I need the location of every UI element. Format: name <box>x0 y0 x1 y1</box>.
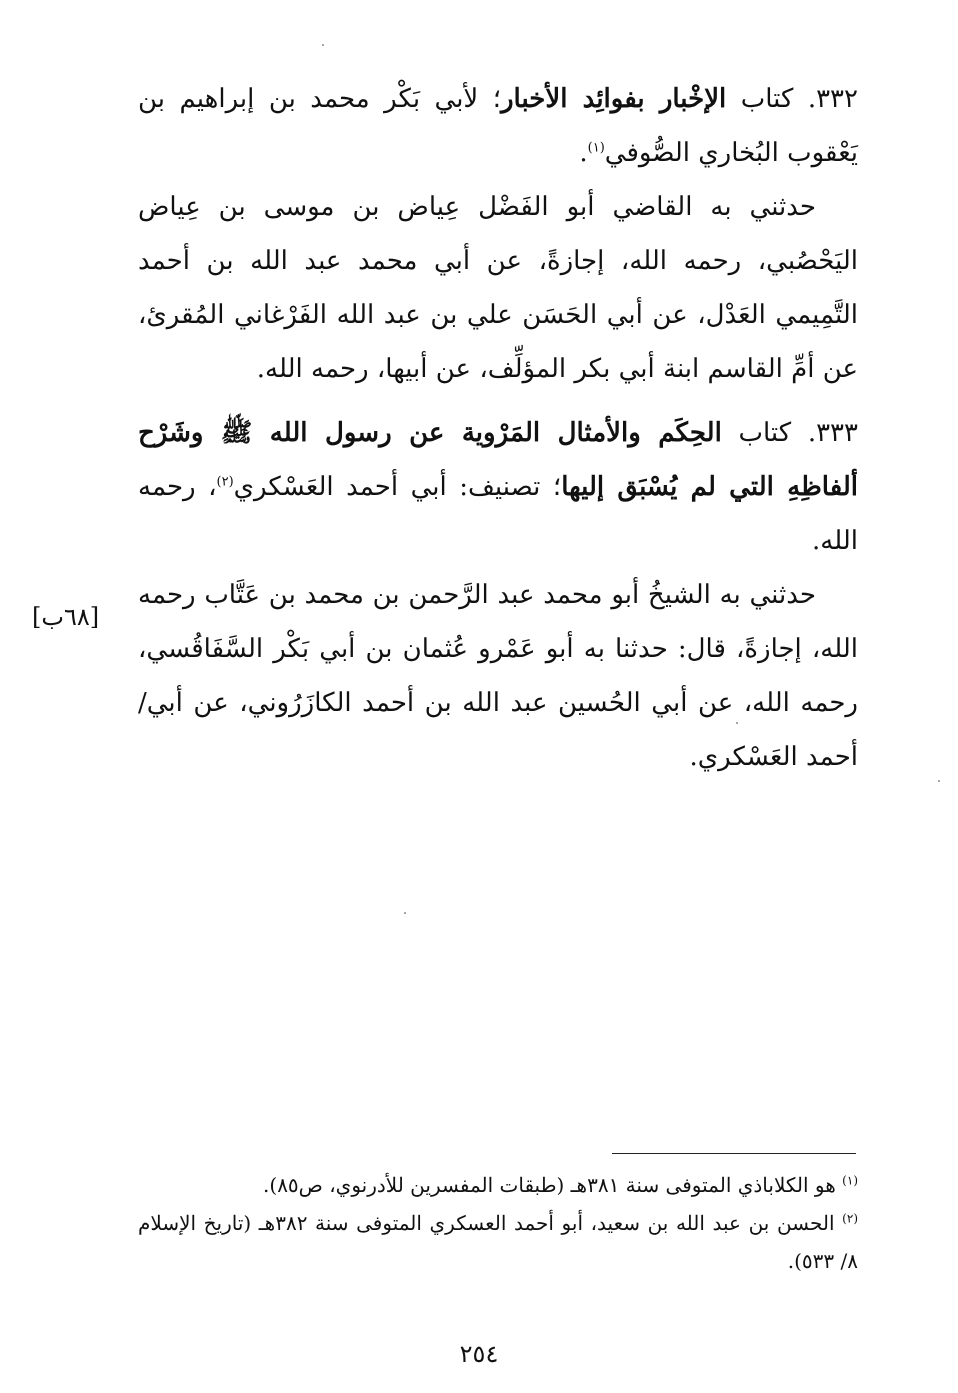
entry-number: ٣٣٣. <box>807 418 858 448</box>
entry-author: ؛ لأبي بَكْر محمد بن إبراهيم بن يَعْقوب البُخاري الصُّوفي <box>138 84 858 168</box>
manuscript-folio-marker: [٦٨ب] <box>32 603 100 631</box>
main-text-block <box>138 72 858 784</box>
entry-author: ؛ تصنيف: أبي أحمد العَسْكري <box>233 472 562 502</box>
entry-title-prefix: كتاب <box>721 418 808 448</box>
entry-333-chain: حدثني به الشيخُ أبو محمد عبد الرَّحمن بن محمد بن عَتَّاب رحمه الله، إجازةً، قال: حدثنا به أبو عَمْرو عُثمان بن أبي بَكْر السَّفَاقُسي، رحمه الله، عن أبي الحُسين عبد الله بن أحمد الكازَرُوني، عن أبي/ أحمد العَسْكري. <box>138 580 858 772</box>
scan-speck <box>736 722 738 724</box>
page-number: ٢٥٤ <box>459 1340 499 1368</box>
entry-332-heading <box>138 72 858 180</box>
scan-speck <box>938 780 940 782</box>
entry-title: الحِكَم والأمثال المَرْوية عن رسول الله ﷺ وشَرْح ألفاظِهِ التي لم يُسْبَق إليها <box>138 418 858 502</box>
entry-number: ٣٣٢. <box>807 84 858 114</box>
footnote-reference[interactable]: (١) <box>587 140 605 156</box>
entry-332 <box>138 72 858 396</box>
entry-title-prefix: كتاب <box>726 84 808 114</box>
entry-spacer <box>138 396 858 406</box>
footnote-1 <box>138 1166 858 1204</box>
footnote-reference[interactable]: (٢) <box>216 474 234 490</box>
footnote-text: هو الكلاباذي المتوفى سنة ٣٨١هـ (طبقات المفسرين للأدرنوي، ص٨٥). <box>263 1173 836 1197</box>
entry-title-suffix: ، رحمه الله. <box>138 472 858 556</box>
entry-332-chain: حدثني به القاضي أبو الفَضْل عِياض بن موسى بن عِياض اليَحْصُبي، رحمه الله، إجازةً، عن أبي محمد عبد الله بن أحمد التَّمِيمي العَدْل، عن أبي الحَسَن علي بن عبد الله الفَرْغاني المُقرئ، عن أمِّ القاسم ابنة أبي بكر المؤلِّف، عن أبيها، رحمه الله. <box>138 192 858 384</box>
footnotes-block <box>138 1166 858 1280</box>
scan-speck <box>322 44 324 46</box>
footnote-2 <box>138 1204 858 1280</box>
footnote-text: الحسن بن عبد الله بن سعيد، أبو أحمد العسكري المتوفى سنة ٣٨٢هـ (تاريخ الإسلام ٨/ ٥٣٣). <box>138 1211 858 1273</box>
footnote-separator <box>612 1153 856 1154</box>
footnote-mark: (٢) <box>842 1211 858 1226</box>
footnote-mark: (١) <box>842 1173 858 1188</box>
entry-333-heading <box>138 406 858 568</box>
entry-333 <box>138 406 858 784</box>
entry-title-suffix: . <box>579 138 588 168</box>
scan-speck <box>404 912 406 914</box>
entry-title: الإخْبار بفوائِد الأخبار <box>500 84 727 114</box>
